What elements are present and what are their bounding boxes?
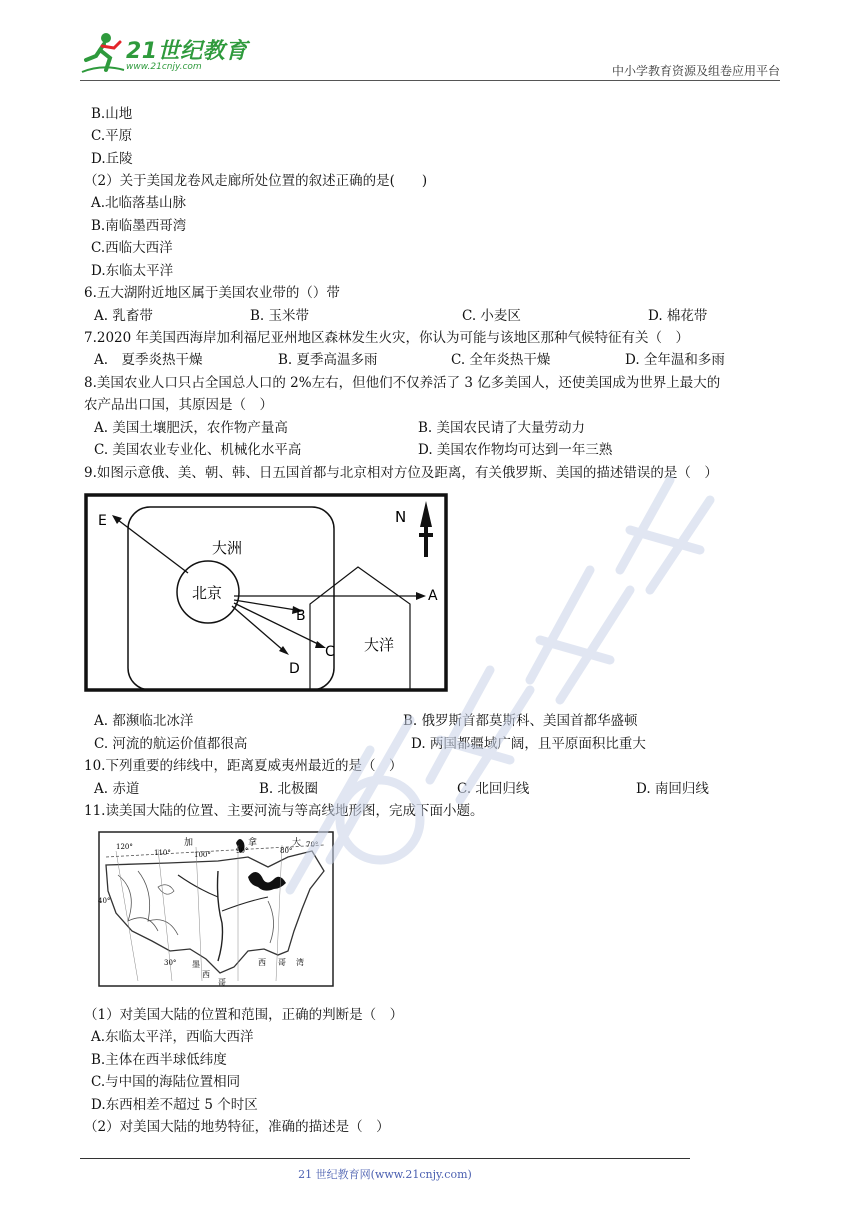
map-label-wan: 湾	[296, 958, 304, 967]
lon-label-120: 120°	[116, 843, 133, 851]
q7-option-b: B. 夏季高温多雨	[278, 352, 378, 368]
point-label-c: C	[325, 644, 335, 660]
q5-2-option-d: D.东临太平洋	[91, 263, 174, 279]
header-divider	[80, 80, 780, 81]
q7-option-a: A. 夏季炎热干燥	[94, 352, 203, 368]
q8-option-b: B. 美国农民请了大量劳动力	[418, 420, 586, 436]
north-arrow-icon	[395, 501, 433, 557]
q5-2-option-b: B.南临墨西哥湾	[91, 218, 187, 234]
header-platform-name: 中小学教育资源及组卷应用平台	[611, 64, 780, 78]
q11-1-option-d: D.东西相差不超过 5 个时区	[91, 1097, 258, 1113]
arrow-d	[232, 606, 284, 651]
q5-2-stem: （2）关于美国龙卷风走廊所处位置的叙述正确的是( )	[84, 173, 428, 189]
q9-option-b: B. 俄罗斯首都莫斯科、美国首都华盛顿	[403, 713, 638, 729]
arrow-b	[234, 600, 296, 610]
lon-label-80: 80°	[280, 847, 293, 855]
q11-2-stem: （2）对美国大陆的地势特征，准确的描述是（ ）	[84, 1119, 390, 1135]
q8-stem: 8.美国农业人口只占全国总人口的 2%左右，但他们不仅养活了 3 亿多美国人，还使美国成为世界上最大的	[84, 375, 721, 391]
q7-option-c: C. 全年炎热干燥	[451, 352, 551, 368]
q8-option-d: D. 美国农作物均可达到一年三熟	[418, 442, 613, 458]
q5-1-option-c: C.平原	[91, 128, 133, 144]
point-label-d: D	[289, 661, 300, 677]
q8-stem-cont: 农产品出口国，其原因是（ ）	[84, 397, 273, 413]
q10-option-c: C. 北回归线	[457, 781, 530, 797]
q6-option-c: C. 小麦区	[462, 308, 521, 324]
q9-option-c: C. 河流的航运价值都很高	[94, 736, 248, 752]
map-label-xi: 西	[202, 970, 210, 979]
map-label-da: 大	[292, 838, 302, 848]
q8-option-a: A. 美国土壤肥沃，农作物产量高	[94, 420, 288, 436]
footer-site: 21 世纪教育网(www.21cnjy.com)	[298, 1168, 472, 1181]
q7-option-d: D. 全年温和多雨	[625, 352, 725, 368]
q9-option-d: D. 两国都疆域广阔，且平原面积比重大	[411, 736, 646, 752]
q9-option-a: A. 都濒临北冰洋	[94, 713, 194, 729]
point-label-b: B	[296, 608, 306, 624]
lon-label-110: 110°	[154, 849, 171, 857]
q5-1-option-d: D.丘陵	[91, 151, 133, 167]
q11-1-option-b: B.主体在西半球低纬度	[91, 1052, 227, 1068]
q7-stem: 7.2020 年美国西海岸加利福尼亚州地区森林发生火灾，你认为可能与该地区那种气候特征有关（ ）	[84, 330, 690, 346]
q8-option-c: C. 美国农业专业化、机械化水平高	[94, 442, 302, 458]
q9-stem: 9.如图示意俄、美、朝、韩、日五国首都与北京相对方位及距离，有关俄罗斯、美国的描述错误的是（ ）	[84, 465, 718, 481]
logo-text: 21世纪教育	[126, 39, 248, 64]
lon-label-70: 70°	[306, 841, 319, 849]
logo	[80, 28, 260, 80]
runner-logo-icon	[80, 30, 126, 76]
continent-outline	[128, 507, 334, 690]
q5-2-option-a: A.北临落基山脉	[91, 195, 187, 211]
arrow-e	[114, 517, 188, 573]
q10-option-a: A. 赤道	[94, 781, 140, 797]
continent-label: 大洲	[212, 539, 243, 557]
page-header	[80, 28, 780, 80]
point-label-e: E	[98, 513, 107, 529]
q10-stem: 10.下列重要的纬线中，距离夏威夷州最近的是（ ）	[84, 758, 403, 774]
ocean-outline	[310, 567, 410, 689]
map-label-xi-gulf: 西	[258, 958, 266, 967]
q6-option-d: D. 棉花带	[648, 308, 708, 324]
figure-9-frame	[86, 495, 446, 690]
map-label-mo: 墨	[192, 960, 200, 969]
lon-label-90: 90°	[236, 847, 249, 855]
north-label: N	[395, 508, 407, 526]
map-label-ge: 哥	[218, 978, 226, 987]
q10-option-b: B. 北极圈	[259, 781, 319, 797]
map-label-jia: 加	[184, 838, 194, 848]
point-label-a: A	[428, 588, 438, 604]
lat-label-30: 30°	[164, 959, 177, 967]
q11-1-option-c: C.与中国的海陆位置相同	[91, 1074, 241, 1090]
q6-option-b: B. 玉米带	[250, 308, 310, 324]
beijing-label: 北京	[192, 584, 223, 602]
q11-1-stem: （1）对美国大陆的位置和范围，正确的判断是（ ）	[84, 1007, 404, 1023]
logo-url: www.21cnjy.com	[126, 62, 202, 72]
usa-topographic-map	[98, 831, 334, 987]
q11-1-option-a: A.东临太平洋，西临大西洋	[91, 1029, 254, 1045]
ocean-label: 大洋	[364, 636, 395, 654]
arrow-c	[234, 603, 320, 645]
q5-2-option-c: C.西临大西洋	[91, 240, 173, 256]
lon-label-100: 100°	[194, 851, 211, 859]
q6-option-a: A. 乳畜带	[94, 308, 153, 324]
map-label-na: 拿	[248, 838, 258, 848]
map-label-ge-gulf: 哥	[278, 958, 286, 967]
lat-label-40: 40°	[98, 897, 111, 905]
q6-stem: 6.五大湖附近地区属于美国农业带的（）带	[84, 285, 340, 301]
q5-1-option-b: B.山地	[91, 106, 133, 122]
footer-divider	[80, 1158, 690, 1159]
figure-9-diagram	[84, 493, 448, 692]
q11-stem: 11.读美国大陆的位置、主要河流与等高线地形图，完成下面小题。	[84, 803, 484, 819]
q10-option-d: D. 南回归线	[636, 781, 709, 797]
arrow-a-head	[416, 592, 426, 600]
